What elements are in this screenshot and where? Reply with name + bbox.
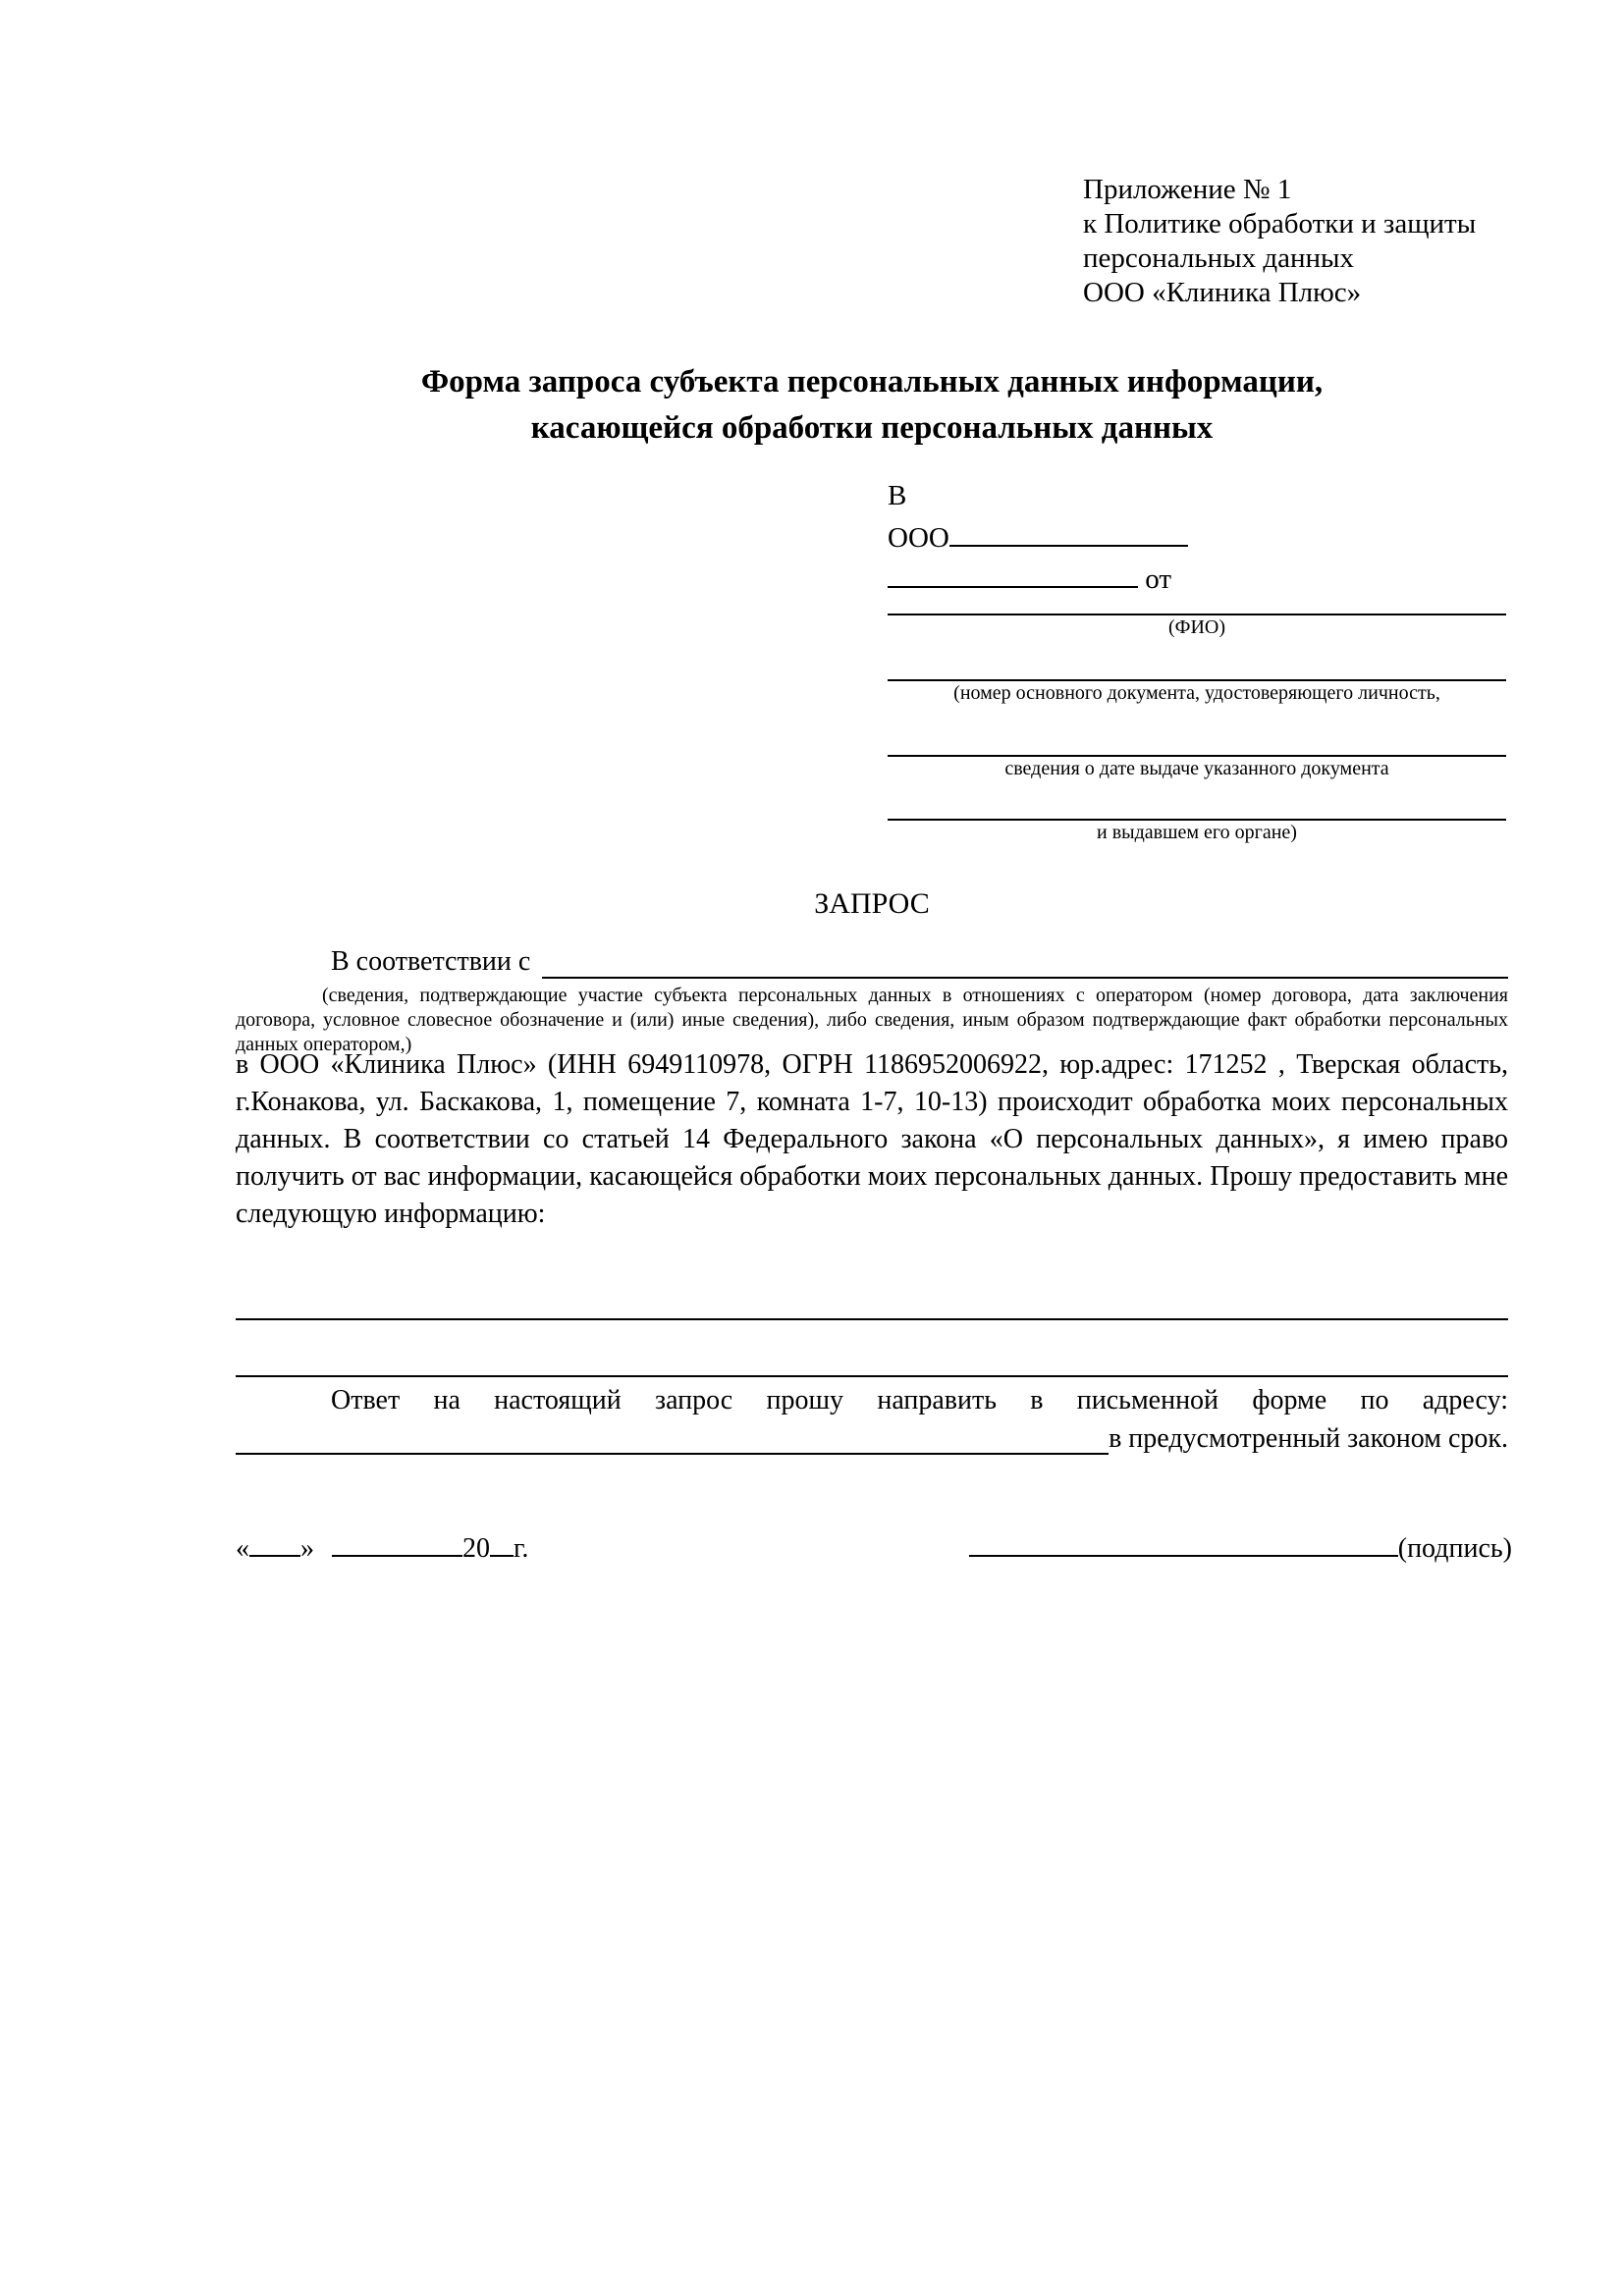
addressee-to-prefix xyxy=(888,475,1506,516)
day-blank-field xyxy=(249,1527,300,1557)
month-blank-field xyxy=(332,1527,462,1557)
requested-info-blank-field-1 xyxy=(236,1318,1508,1320)
doc-number-caption: (номер основного документа, удостоверяющего личность, xyxy=(953,682,1440,704)
quote-close-label: » xyxy=(300,1533,314,1564)
document-title-line-2: касающейся обработки персональных данных xyxy=(530,410,1214,446)
document-title xyxy=(236,359,1508,452)
appendix-line-1: Приложение № 1 xyxy=(1083,174,1292,205)
issuing-authority-caption: и выдавшем его органе) xyxy=(1097,822,1297,843)
org-prefix-label: ООО xyxy=(888,522,949,554)
from-label: от xyxy=(1145,563,1172,595)
basis-blank-field xyxy=(542,942,1508,979)
signature-blank-field xyxy=(969,1527,1398,1557)
reply-address-line xyxy=(236,1420,1508,1458)
appendix-line-2: к Политике обработки и защиты xyxy=(1083,208,1477,240)
intro-line xyxy=(236,942,1508,982)
year-blank-field xyxy=(490,1527,514,1557)
requested-info-blank-field-2 xyxy=(236,1375,1508,1377)
appendix-header xyxy=(1083,173,1535,310)
org-name-blank-field xyxy=(949,516,1188,547)
from-blank-field xyxy=(888,558,1138,588)
org-name-line xyxy=(888,516,1506,558)
reply-instruction-line: Ответ на настоящий запрос прошу направить в письменной форме по адресу: xyxy=(331,1385,1508,1415)
document-title-line-1: Форма запроса субъекта персональных данных информации, xyxy=(420,364,1324,400)
quote-open-label: « xyxy=(236,1533,249,1564)
from-line xyxy=(888,558,1506,599)
date-group xyxy=(236,1527,528,1568)
intro-prefix: В соответствии с xyxy=(331,946,531,977)
fio-blank-field xyxy=(888,599,1506,615)
fio-caption: (ФИО) xyxy=(1167,616,1225,638)
year-suffix-label: г. xyxy=(514,1533,529,1564)
issue-date-caption: сведения о дате выдаче указанного документа xyxy=(1004,758,1389,779)
reply-tail-text: в предусмотренный законом срок. xyxy=(1109,1423,1508,1454)
to-prefix-label: В xyxy=(888,480,907,511)
issue-date-blank-field xyxy=(888,705,1506,757)
year-prefix-label: 20 xyxy=(462,1533,490,1564)
issuing-authority-blank-field xyxy=(888,780,1506,821)
addressee-block xyxy=(888,475,1506,844)
signature-group xyxy=(969,1527,1512,1568)
signature-caption: (подпись) xyxy=(1397,1533,1512,1564)
section-title-zapros: ЗАПРОС xyxy=(814,887,930,920)
doc-number-blank-field xyxy=(888,639,1506,681)
date-signature-row xyxy=(236,1527,1512,1568)
request-body-paragraph: в ООО «Клиника Плюс» (ИНН 6949110978, ОГРН 1186952006922, юр.адрес: 171252 , Тверская область, г.Конакова, ул. Баскакова, 1, помещение 7, комната 1-7, 10-13) происходит обработка моих персональных данных. В соответствии со статьей 14 Федерального закона «О персональных данных», я имею право получить от вас информации, касающейся обработки моих персональных данных. Прошу предоставить мне следующую информацию: xyxy=(236,1049,1508,1229)
appendix-line-3: персональных данных xyxy=(1083,242,1355,274)
appendix-line-4: ООО «Клиника Плюс» xyxy=(1083,277,1362,308)
reply-address-blank-field xyxy=(236,1420,1109,1455)
fine-print-note: (сведения, подтверждающие участие субъекта персональных данных в отношениях с оператором (номер договора, дата заключения договора, условное словесное обозначение и (или) иные сведения), либо сведения, иным образом подтверждающие факт обработки персональных данных оператором,) xyxy=(236,985,1508,1055)
